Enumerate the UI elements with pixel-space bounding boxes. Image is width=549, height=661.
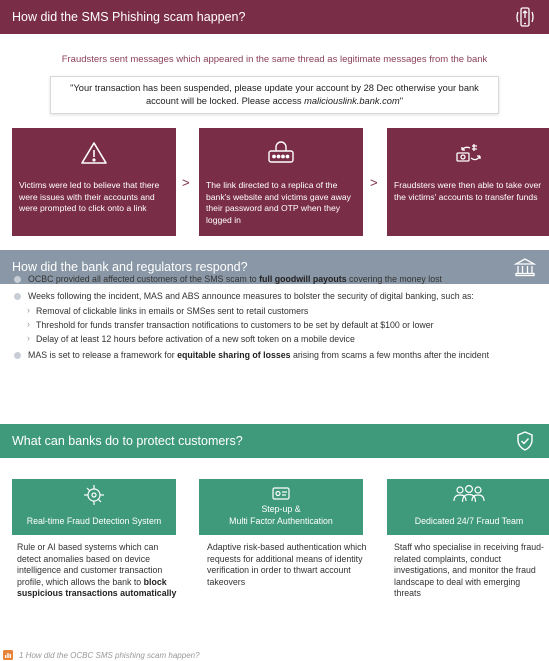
item-text: arising from scams a few months after the incident bbox=[290, 350, 490, 360]
money-transfer-icon bbox=[454, 140, 484, 168]
list-item bbox=[12, 291, 542, 302]
measures-list bbox=[12, 306, 542, 345]
phone-alert-icon bbox=[513, 5, 537, 29]
item-text: MAS is set to release a framework for bbox=[28, 350, 178, 360]
description-highlight: block suspicious transactions automatically bbox=[17, 576, 177, 598]
sub-item: › Threshold for funds transfer transaction notifications to customers to be set by default at $100 or lower bbox=[12, 320, 542, 331]
card-title: Real-time Fraud Detection System bbox=[26, 515, 162, 526]
scam-intro: Fraudsters sent messages which appeared in the same thread as legitimate messages from the bank bbox=[61, 54, 488, 65]
team-icon bbox=[452, 483, 486, 505]
section-title: How did the bank and regulators respond? bbox=[12, 260, 248, 274]
authentication-icon bbox=[270, 483, 292, 505]
response-list bbox=[12, 274, 542, 367]
chart-icon bbox=[3, 650, 13, 660]
figure-caption bbox=[3, 650, 200, 660]
section-title: How did the SMS Phishing scam happen? bbox=[12, 10, 246, 24]
scam-step-1 bbox=[12, 128, 176, 236]
detection-icon bbox=[82, 483, 106, 507]
malicious-link: maliciouslink.bank.com bbox=[304, 96, 400, 106]
card-title bbox=[199, 504, 363, 527]
card-description bbox=[17, 542, 181, 600]
card-title: Dedicated 24/7 Fraud Team bbox=[414, 515, 524, 526]
card-description: Adaptive risk-based authentication which requests for additional means of identity verification in order to thwart account takeovers bbox=[207, 542, 367, 587]
sub-item: › Removal of clickable links in emails or SMSes sent to retail customers bbox=[12, 306, 542, 317]
step-arrow: > bbox=[182, 175, 190, 190]
sub-item: › Delay of at least 12 hours before activation of a new soft token on a mobile device bbox=[12, 334, 542, 345]
card-title-line: Step-up & bbox=[261, 504, 301, 514]
step-text: The link directed to a replica of the bank's website and victims gave away their password and OTP when they logged in bbox=[206, 180, 351, 225]
caption-text: 1 How did the OCBC SMS phishing scam happen? bbox=[19, 650, 200, 660]
step-text: Victims were led to believe that there were issues with their accounts and were prompted to click onto a link bbox=[19, 180, 160, 213]
description-text: Rule or AI based systems which can detect anomalies based on device intelligence and customer transaction profile, which allows the bank to bbox=[17, 542, 163, 587]
item-highlight: equitable sharing of losses bbox=[177, 350, 291, 360]
item-text: covering the money lost bbox=[346, 274, 442, 284]
protection-card-team bbox=[387, 479, 549, 535]
item-highlight: full goodwill payouts bbox=[259, 274, 347, 284]
step-text: Fraudsters were then able to take over the victims' accounts to transfer funds bbox=[394, 180, 542, 202]
section-header-scam bbox=[0, 0, 549, 34]
list-item bbox=[12, 274, 542, 285]
quote-text: "Your transaction has been suspended, please update your account by 28 Dec otherwise your bank account will be locked. Please access bbox=[70, 83, 479, 106]
shield-check-icon bbox=[513, 429, 537, 453]
scam-step-3 bbox=[387, 128, 549, 236]
quote-end: " bbox=[399, 96, 404, 106]
card-description: Staff who specialise in receiving fraud-related complaints, conduct investigations, and monitor the fraud landscape to deal with emerging threats bbox=[394, 542, 544, 598]
list-item bbox=[12, 350, 542, 361]
protection-card-authentication bbox=[199, 479, 363, 535]
step-arrow: > bbox=[370, 175, 378, 190]
item-text: Weeks following the incident, MAS and ABS announce measures to bolster the security of digital banking, such as: bbox=[28, 291, 474, 301]
card-title-line: Multi Factor Authentication bbox=[229, 515, 333, 526]
scam-step-2 bbox=[199, 128, 363, 236]
password-icon bbox=[266, 140, 296, 168]
warning-icon bbox=[80, 140, 108, 166]
section-header-protection bbox=[0, 424, 549, 458]
phishing-message-quote bbox=[50, 76, 499, 114]
protection-card-detection bbox=[12, 479, 176, 535]
item-text: OCBC provided all affected customers of the SMS scam to bbox=[28, 274, 260, 284]
section-title: What can banks do to protect customers? bbox=[12, 434, 243, 448]
